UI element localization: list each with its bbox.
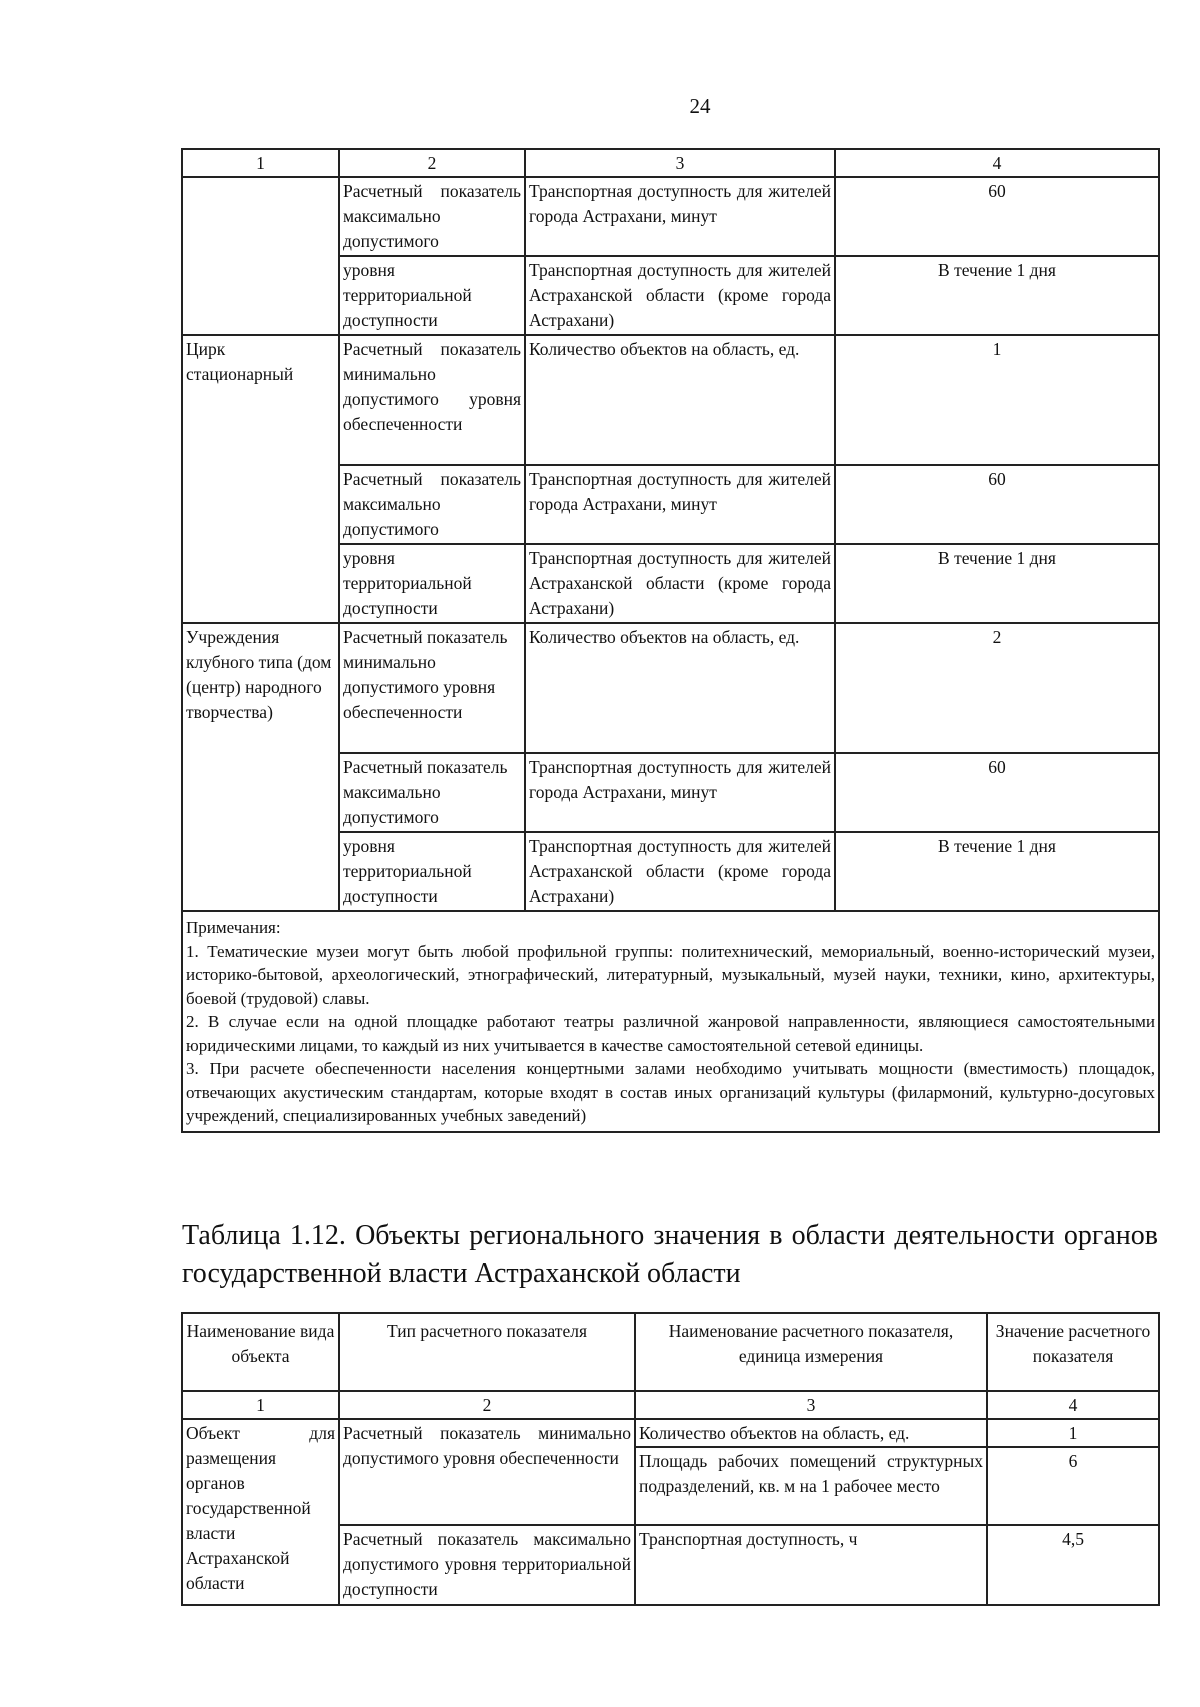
indicator-value-cell: 60 (835, 177, 1159, 256)
table-caption: Таблица 1.12. Объекты регионального значения в области деятельности органов государственной власти Астраханской области (182, 1220, 1158, 1289)
indicator-name-cell: Транспортная доступность для жителей Астраханской области (кроме города Астрахани) (525, 544, 835, 623)
column-number: 4 (835, 149, 1159, 177)
object-type-cell: Цирк стационарный (182, 335, 339, 623)
indicator-value-cell: В течение 1 дня (835, 544, 1159, 623)
note-item: 1. Тематические музеи могут быть любой профильной группы: политехнический, мемориальный, военно-исторический музеи, историко-бытовой, археологический, этнографический, литературный, музыкальный, музей науки, техники, кино, архитектуры, боевой (трудовой) славы. (186, 941, 1155, 1008)
column-number: 4 (987, 1391, 1159, 1419)
indicator-value-cell: 60 (835, 465, 1159, 544)
indicator-type-cell: Расчетный показатель максимально допустимого (339, 753, 525, 832)
indicator-type-cell: Расчетный показатель максимально допустимого (339, 177, 525, 256)
note-item: 2. В случае если на одной площадке работают театры различной жанровой направленности, являющиеся самостоятельными юридическими лицами, то каждый из них учитывается в качестве самостоятельной сетевой единицы. (186, 1012, 1155, 1055)
indicator-type-cell: Расчетный показатель максимально допустимого (339, 465, 525, 544)
column-number: 1 (182, 149, 339, 177)
page-number: 24 (689, 94, 711, 118)
header-indicator-type: Тип расчетного показателя (339, 1313, 635, 1391)
indicator-value-cell: 60 (835, 753, 1159, 832)
header-object-name: Наименование вида объекта (182, 1313, 339, 1391)
table-number-row (182, 1391, 1159, 1419)
indicator-value-cell: 1 (835, 335, 1159, 465)
notes-title: Примечания: (186, 918, 281, 937)
indicator-value-cell: 2 (835, 623, 1159, 753)
indicator-value-cell: 4,5 (987, 1525, 1159, 1605)
indicator-name-cell: Площадь рабочих помещений структурных подразделений, кв. м на 1 рабочее место (635, 1447, 987, 1525)
indicator-type-cell: Расчетный показатель максимально допустимого уровня территориальной доступности (339, 1525, 635, 1605)
indicator-type-cell: уровня территориальной доступности (339, 544, 525, 623)
note-item: 3. При расчете обеспеченности населения концертными залами необходимо учитывать мощности (вместимость) площадок, отвечающих акустическим стандартам, которые входят в состав иных организаций культуры (филармоний, культурно-досуговых учреждений, специализированных учебных заведений) (186, 1059, 1155, 1125)
indicator-value-cell: 1 (987, 1419, 1159, 1447)
column-number: 3 (525, 149, 835, 177)
indicator-type-cell: Расчетный показатель минимально допустимого уровня обеспеченности (339, 623, 525, 753)
table-header-row (182, 149, 1159, 177)
indicator-name-cell: Транспортная доступность для жителей города Астрахани, минут (525, 177, 835, 256)
notes-row (182, 911, 1159, 1132)
government-objects-table (181, 1312, 1160, 1606)
indicator-name-cell: Количество объектов на область, ед. (525, 335, 835, 465)
object-type-cell: Объект для размещения органов государственной власти Астраханской области (182, 1419, 339, 1605)
column-number: 1 (182, 1391, 339, 1419)
indicator-name-cell: Транспортная доступность для жителей города Астрахани, минут (525, 465, 835, 544)
table-row (182, 1419, 1159, 1447)
indicator-type-cell: Расчетный показатель минимально допустимого уровня обеспеченности (339, 1419, 635, 1525)
header-indicator-name: Наименование расчетного показателя, единица измерения (635, 1313, 987, 1391)
indicator-name-cell: Транспортная доступность для жителей Астраханской области (кроме города Астрахани) (525, 256, 835, 335)
indicator-type-cell: уровня территориальной доступности (339, 832, 525, 911)
indicator-value-cell: 6 (987, 1447, 1159, 1525)
table-row (182, 623, 1159, 753)
column-number: 3 (635, 1391, 987, 1419)
culture-objects-table-continued (181, 148, 1160, 1133)
column-number: 2 (339, 149, 525, 177)
table-header-row (182, 1313, 1159, 1391)
indicator-name-cell: Количество объектов на область, ед. (635, 1419, 987, 1447)
notes-cell (182, 911, 1159, 1132)
indicator-type-cell: уровня территориальной доступности (339, 256, 525, 335)
object-type-cell (182, 177, 339, 335)
indicator-type-cell: Расчетный показатель минимально допустимого уровня обеспеченности (339, 335, 525, 465)
table-row (182, 177, 1159, 256)
header-indicator-value: Значение расчетного показателя (987, 1313, 1159, 1391)
indicator-name-cell: Количество объектов на область, ед. (525, 623, 835, 753)
indicator-name-cell: Транспортная доступность, ч (635, 1525, 987, 1605)
indicator-name-cell: Транспортная доступность для жителей Астраханской области (кроме города Астрахани) (525, 832, 835, 911)
column-number: 2 (339, 1391, 635, 1419)
indicator-name-cell: Транспортная доступность для жителей города Астрахани, минут (525, 753, 835, 832)
object-type-cell: Учреждения клубного типа (дом (центр) народного творчества) (182, 623, 339, 911)
table-row (182, 335, 1159, 465)
indicator-value-cell: В течение 1 дня (835, 832, 1159, 911)
indicator-value-cell: В течение 1 дня (835, 256, 1159, 335)
